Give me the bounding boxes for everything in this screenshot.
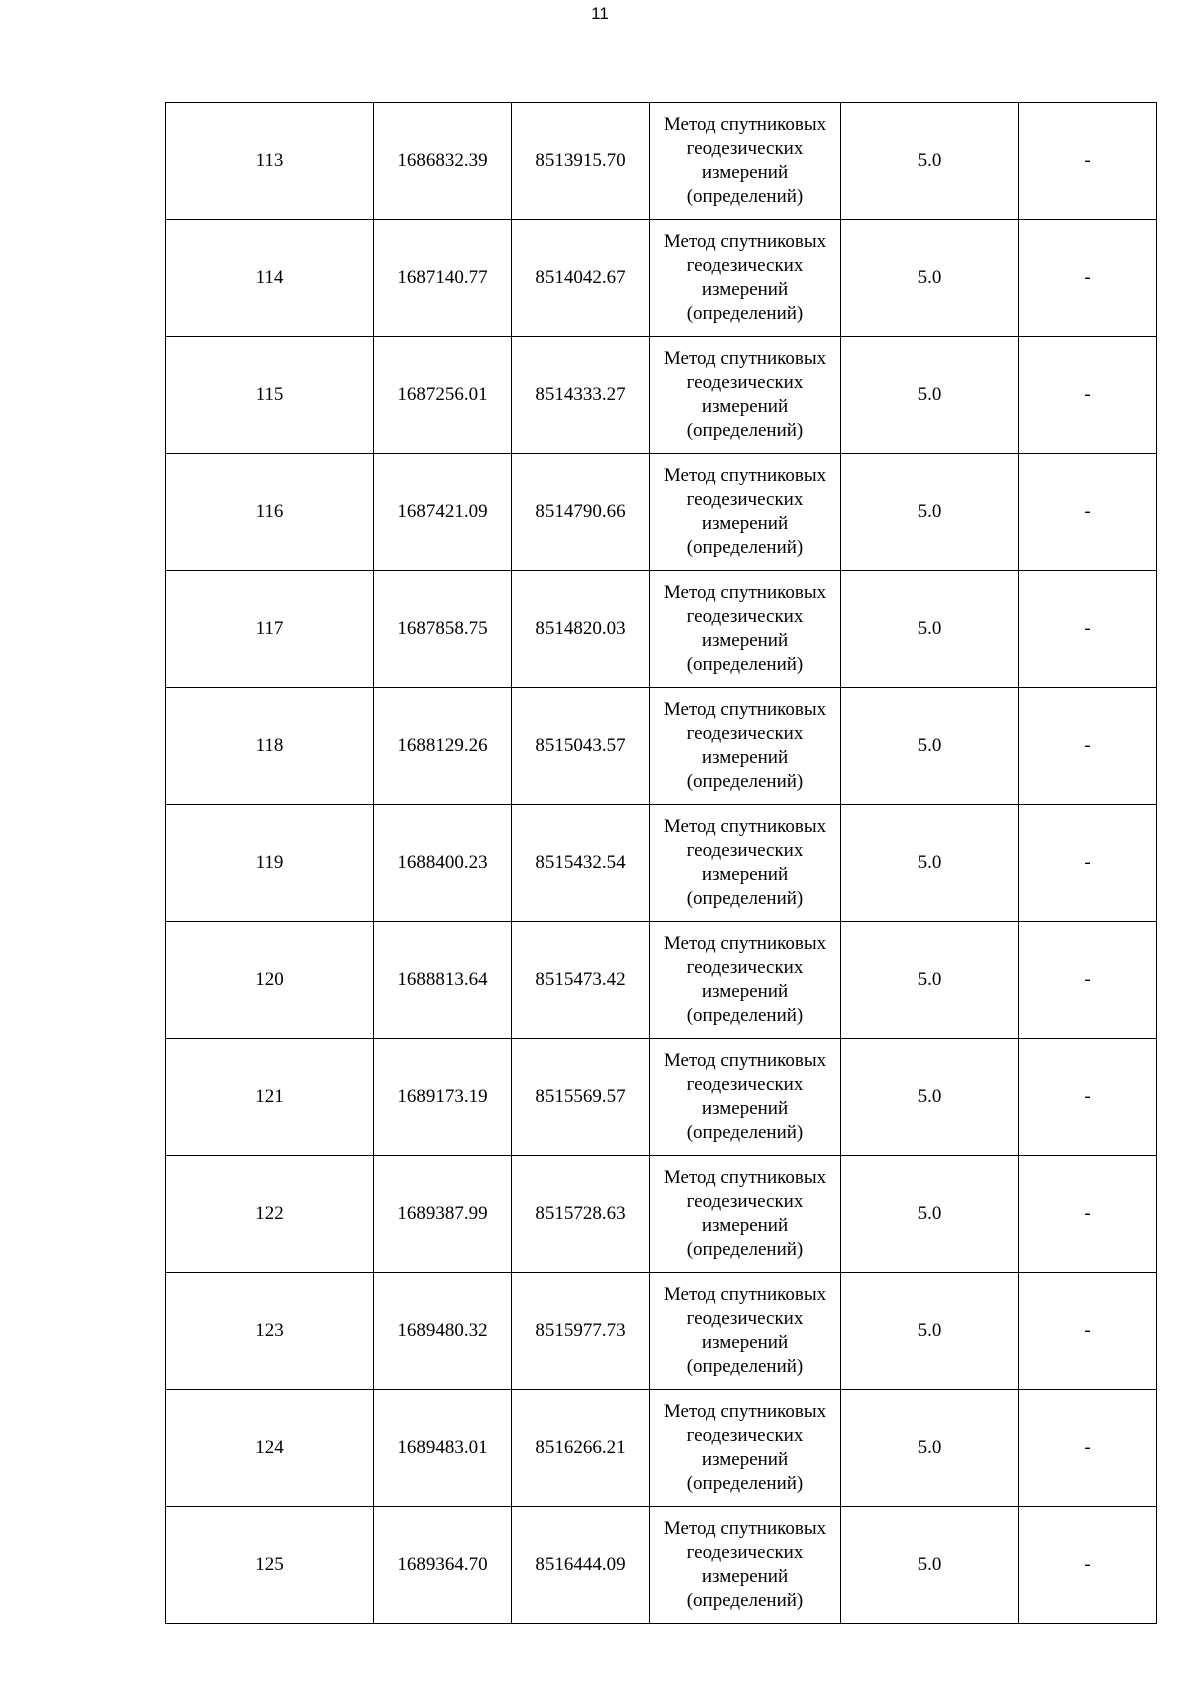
point-number-cell: 124 [166, 1390, 374, 1507]
coordinate-x-cell: 1687421.09 [374, 454, 512, 571]
accuracy-cell: 5.0 [841, 337, 1019, 454]
method-cell: Метод спутниковых геодезических измерений (определений) [650, 688, 841, 805]
coordinate-y-cell: 8515473.42 [512, 922, 650, 1039]
coordinate-x-cell: 1688813.64 [374, 922, 512, 1039]
method-cell: Метод спутниковых геодезических измерений (определений) [650, 1273, 841, 1390]
method-cell: Метод спутниковых геодезических измерений (определений) [650, 1507, 841, 1624]
coordinate-x-cell: 1686832.39 [374, 103, 512, 220]
coordinate-x-cell: 1687140.77 [374, 220, 512, 337]
table-row [166, 805, 1157, 922]
table-row [166, 337, 1157, 454]
point-number-cell: 120 [166, 922, 374, 1039]
coordinate-y-cell: 8514333.27 [512, 337, 650, 454]
coordinate-x-cell: 1689483.01 [374, 1390, 512, 1507]
coordinate-x-cell: 1687256.01 [374, 337, 512, 454]
note-cell: - [1019, 220, 1157, 337]
coordinate-y-cell: 8513915.70 [512, 103, 650, 220]
note-cell: - [1019, 103, 1157, 220]
point-number-cell: 118 [166, 688, 374, 805]
coordinate-x-cell: 1688400.23 [374, 805, 512, 922]
accuracy-cell: 5.0 [841, 1390, 1019, 1507]
coordinate-y-cell: 8515432.54 [512, 805, 650, 922]
accuracy-cell: 5.0 [841, 103, 1019, 220]
method-cell: Метод спутниковых геодезических измерений (определений) [650, 922, 841, 1039]
point-number-cell: 121 [166, 1039, 374, 1156]
table-row [166, 454, 1157, 571]
method-cell: Метод спутниковых геодезических измерений (определений) [650, 805, 841, 922]
accuracy-cell: 5.0 [841, 688, 1019, 805]
method-cell: Метод спутниковых геодезических измерений (определений) [650, 103, 841, 220]
note-cell: - [1019, 805, 1157, 922]
accuracy-cell: 5.0 [841, 1507, 1019, 1624]
accuracy-cell: 5.0 [841, 1273, 1019, 1390]
table-row [166, 1507, 1157, 1624]
coordinate-y-cell: 8515728.63 [512, 1156, 650, 1273]
note-cell: - [1019, 1039, 1157, 1156]
accuracy-cell: 5.0 [841, 922, 1019, 1039]
method-cell: Метод спутниковых геодезических измерений (определений) [650, 220, 841, 337]
table-row [166, 571, 1157, 688]
point-number-cell: 122 [166, 1156, 374, 1273]
note-cell: - [1019, 454, 1157, 571]
coordinate-x-cell: 1689364.70 [374, 1507, 512, 1624]
table-row [166, 103, 1157, 220]
note-cell: - [1019, 1156, 1157, 1273]
coordinates-table [165, 102, 1157, 1624]
note-cell: - [1019, 337, 1157, 454]
accuracy-cell: 5.0 [841, 1039, 1019, 1156]
table-row [166, 1039, 1157, 1156]
table-row [166, 1390, 1157, 1507]
coordinate-y-cell: 8515043.57 [512, 688, 650, 805]
table-row [166, 1156, 1157, 1273]
point-number-cell: 119 [166, 805, 374, 922]
note-cell: - [1019, 922, 1157, 1039]
accuracy-cell: 5.0 [841, 220, 1019, 337]
coordinate-y-cell: 8515569.57 [512, 1039, 650, 1156]
note-cell: - [1019, 1507, 1157, 1624]
coordinate-x-cell: 1689173.19 [374, 1039, 512, 1156]
method-cell: Метод спутниковых геодезических измерений (определений) [650, 1390, 841, 1507]
point-number-cell: 116 [166, 454, 374, 571]
table-row [166, 220, 1157, 337]
coordinate-y-cell: 8516444.09 [512, 1507, 650, 1624]
point-number-cell: 114 [166, 220, 374, 337]
point-number-cell: 123 [166, 1273, 374, 1390]
coordinate-x-cell: 1687858.75 [374, 571, 512, 688]
method-cell: Метод спутниковых геодезических измерений (определений) [650, 1156, 841, 1273]
method-cell: Метод спутниковых геодезических измерений (определений) [650, 337, 841, 454]
accuracy-cell: 5.0 [841, 1156, 1019, 1273]
point-number-cell: 113 [166, 103, 374, 220]
point-number-cell: 125 [166, 1507, 374, 1624]
page-number: 11 [591, 4, 609, 23]
method-cell: Метод спутниковых геодезических измерений (определений) [650, 454, 841, 571]
coordinate-y-cell: 8516266.21 [512, 1390, 650, 1507]
table-row [166, 1273, 1157, 1390]
coordinate-x-cell: 1689480.32 [374, 1273, 512, 1390]
coordinate-y-cell: 8515977.73 [512, 1273, 650, 1390]
coordinate-x-cell: 1688129.26 [374, 688, 512, 805]
method-cell: Метод спутниковых геодезических измерений (определений) [650, 1039, 841, 1156]
point-number-cell: 115 [166, 337, 374, 454]
point-number-cell: 117 [166, 571, 374, 688]
accuracy-cell: 5.0 [841, 805, 1019, 922]
coordinate-y-cell: 8514820.03 [512, 571, 650, 688]
table-row [166, 922, 1157, 1039]
coordinate-y-cell: 8514042.67 [512, 220, 650, 337]
table-row [166, 688, 1157, 805]
note-cell: - [1019, 1273, 1157, 1390]
coordinate-x-cell: 1689387.99 [374, 1156, 512, 1273]
note-cell: - [1019, 688, 1157, 805]
note-cell: - [1019, 571, 1157, 688]
method-cell: Метод спутниковых геодезических измерений (определений) [650, 571, 841, 688]
coordinate-y-cell: 8514790.66 [512, 454, 650, 571]
accuracy-cell: 5.0 [841, 454, 1019, 571]
accuracy-cell: 5.0 [841, 571, 1019, 688]
note-cell: - [1019, 1390, 1157, 1507]
